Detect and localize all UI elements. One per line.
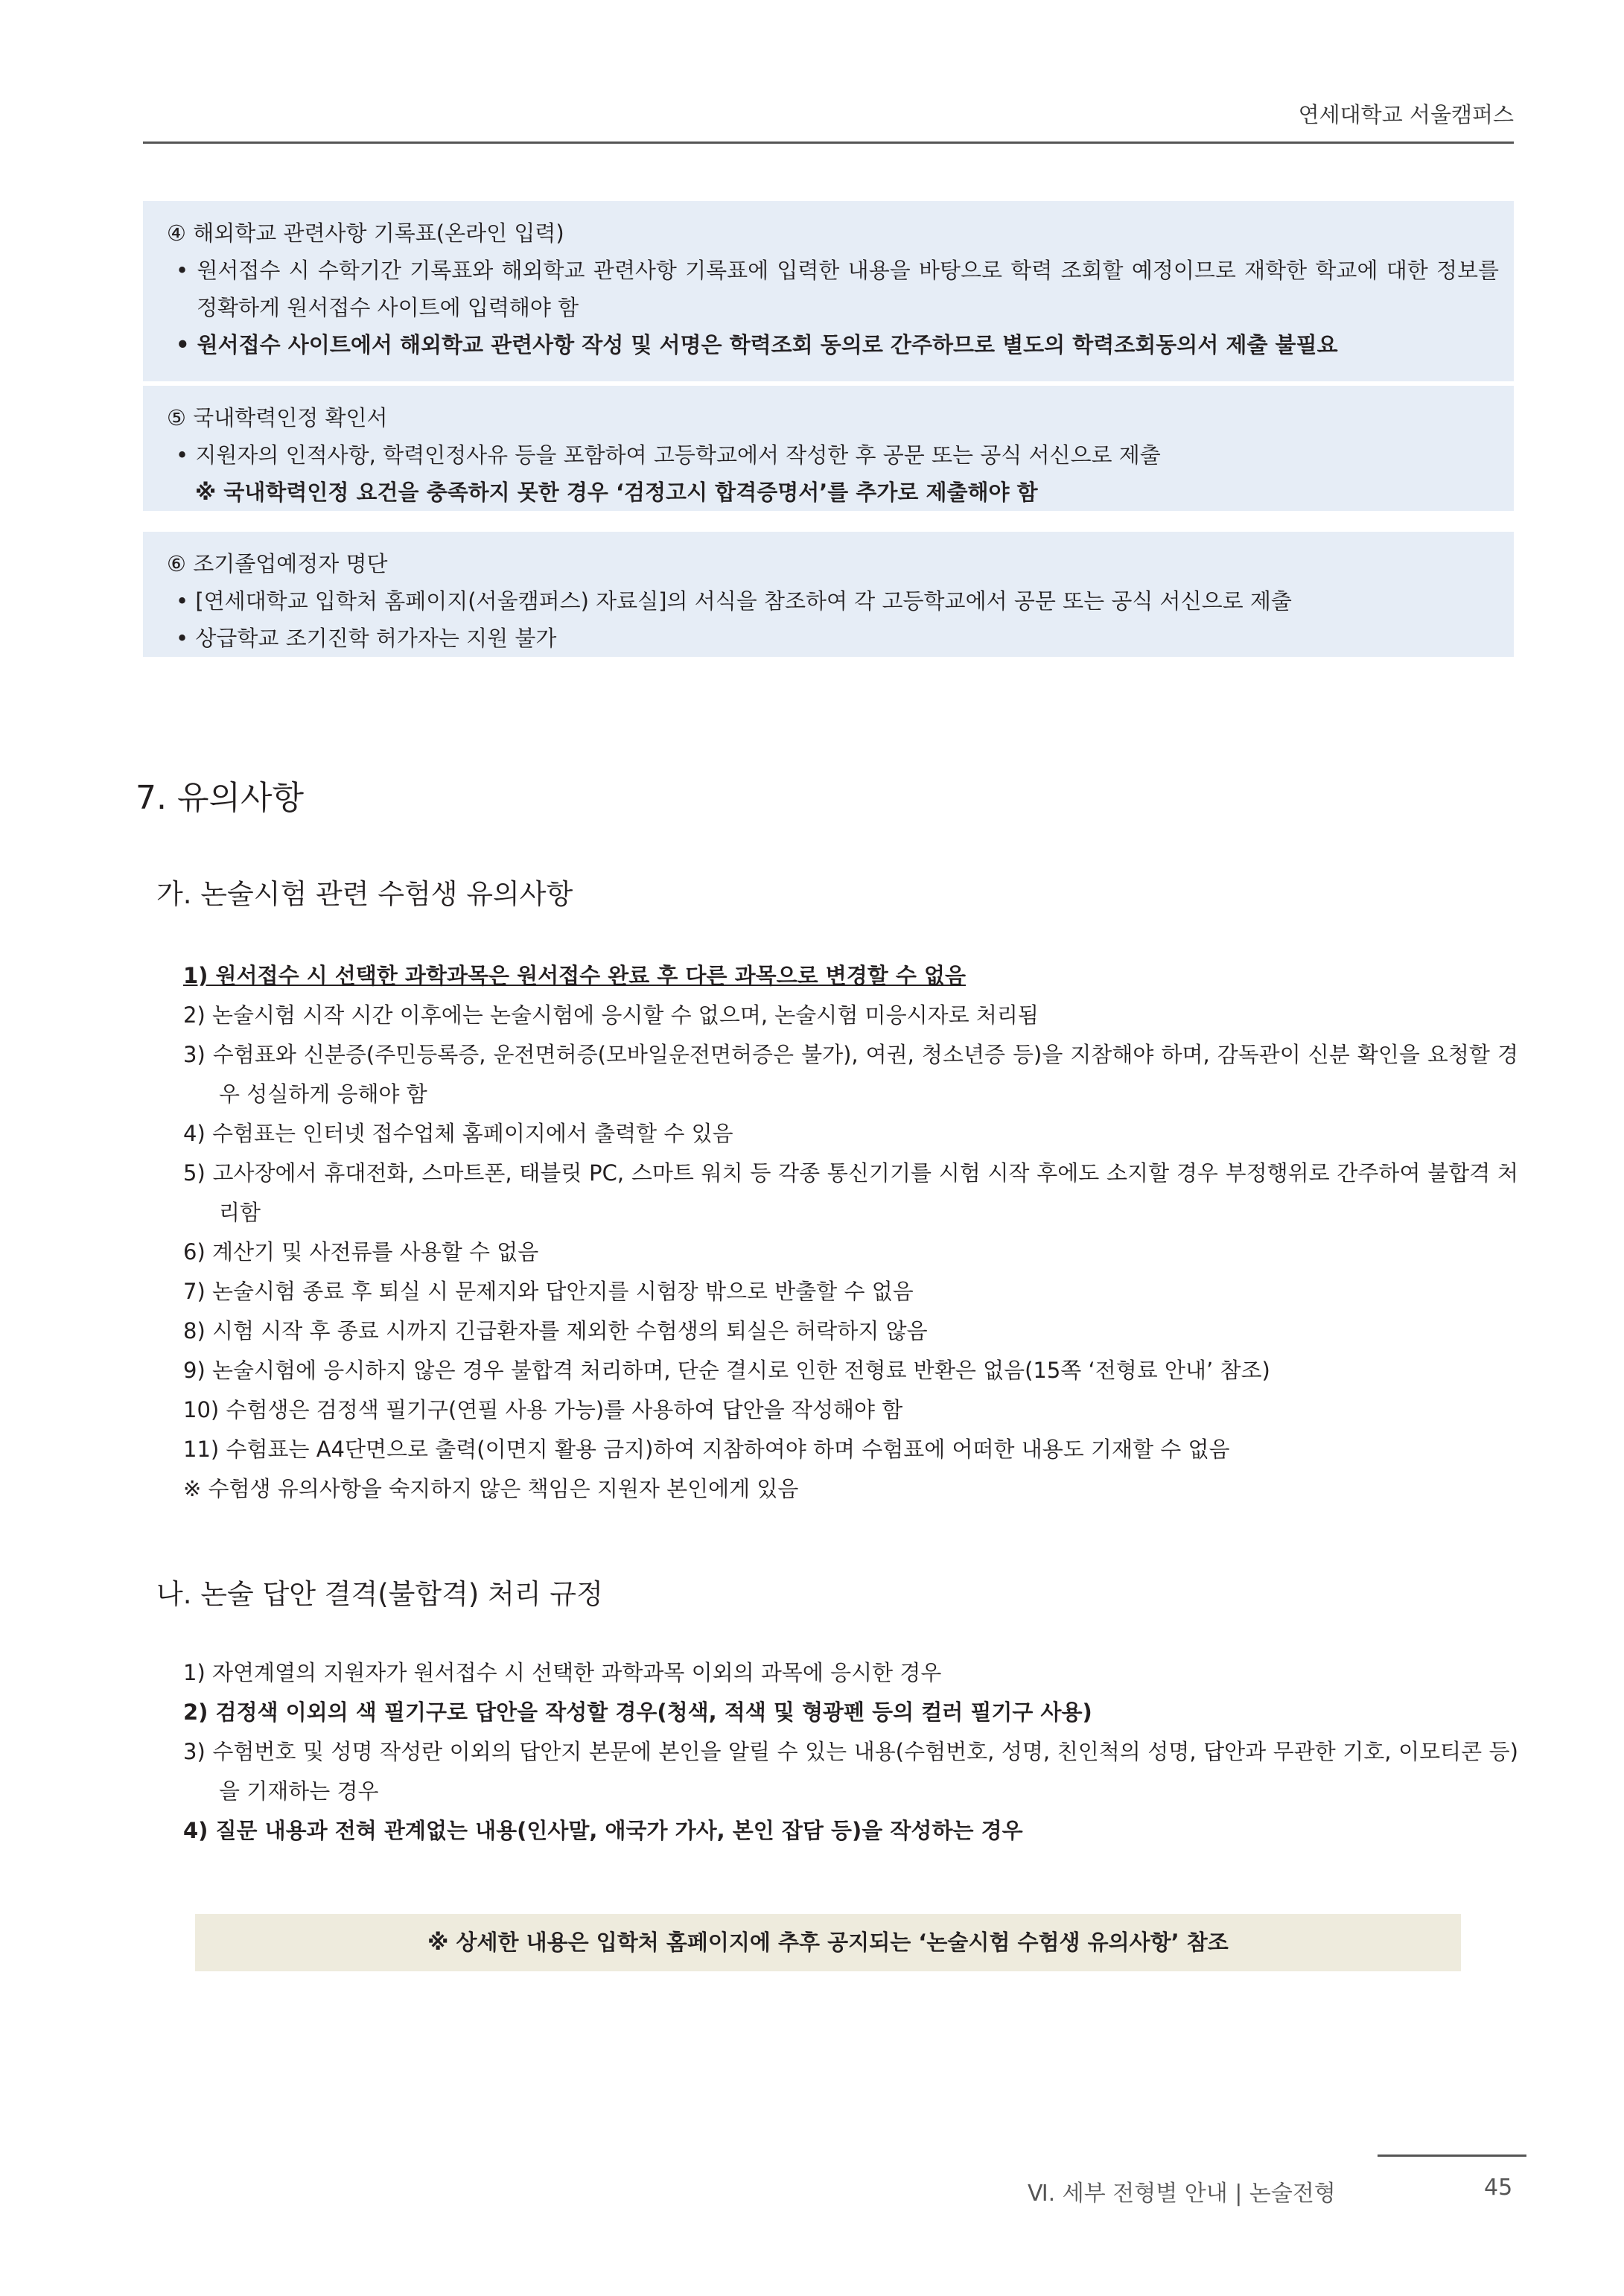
bullet-item: • 상급학교 조기진학 허가자는 지원 불가 bbox=[158, 620, 1499, 657]
footer-divider bbox=[1378, 2155, 1526, 2157]
list-item: 4) 질문 내용과 전혀 관계없는 내용(인사말, 애국가 가사, 본인 잡담 등)을 작성하는 경우 bbox=[183, 1818, 1023, 1843]
box-overseas-school-record bbox=[143, 201, 1514, 381]
box-title: ⑥ 조기졸업예정자 명단 bbox=[167, 551, 388, 576]
bullet-item: • 원서접수 시 수학기간 기록표와 해외학교 관련사항 기록표에 입력한 내용을 바탕으로 학력 조회할 예정이므로 재학한 학교에 대한 정보를 정확하게 원서접수 사이트에 입력해야 함 bbox=[158, 252, 1499, 326]
list-item: 4) 수험표는 인터넷 접수업체 홈페이지에서 출력할 수 있음 bbox=[183, 1121, 733, 1146]
box-early-graduation-list bbox=[143, 532, 1514, 657]
list-item: 5) 고사장에서 휴대전화, 스마트폰, 태블릿 PC, 스마트 워치 등 각종 통신기기를 시험 시작 후에도 소지할 경우 부정행위로 간주하여 불합격 처리함 bbox=[183, 1160, 1518, 1225]
list-item: 3) 수험번호 및 성명 작성란 이외의 답안지 본문에 본인을 알릴 수 있는 내용(수험번호, 성명, 친인척의 성명, 답안과 무관한 기호, 이모티콘 등)을 기재하는 경우 bbox=[183, 1739, 1518, 1804]
box-title: ⑤ 국내학력인정 확인서 bbox=[167, 405, 388, 430]
header-title: 연세대학교 서울캠퍼스 bbox=[1298, 102, 1514, 127]
list-item: 2) 검정색 이외의 색 필기구로 답안을 작성할 경우(청색, 적색 및 형광펜 등의 컬러 필기구 사용) bbox=[183, 1699, 1092, 1725]
list-item: 1) 자연계열의 지원자가 원서접수 시 선택한 과학과목 이외의 과목에 응시한 경우 bbox=[183, 1660, 942, 1685]
header-divider bbox=[143, 141, 1514, 144]
box-note: ※ 국내학력인정 요건을 충족하지 못한 경우 ‘검정고시 합격증명서’를 추가로 제출해야 함 bbox=[195, 480, 1038, 505]
list-item: 3) 수험표와 신분증(주민등록증, 운전면허증(모바일운전면허증은 불가), 여권, 청소년증 등)을 지참해야 하며, 감독관이 신분 확인을 요청할 경우 성실하게 응해야 함 bbox=[183, 1042, 1518, 1107]
bullet-item: • 원서접수 사이트에서 해외학교 관련사항 작성 및 서명은 학력조회 동의로 간주하므로 별도의 학력조회동의서 제출 불필요 bbox=[158, 326, 1499, 363]
bullet-item: • 지원자의 인적사항, 학력인정사유 등을 포함하여 고등학교에서 작성한 후 공문 또는 공식 서신으로 제출 bbox=[158, 436, 1499, 474]
list-item: 10) 수험생은 검정색 필기구(연필 사용 가능)를 사용하여 답안을 작성해야 함 bbox=[183, 1397, 903, 1422]
list-item: 1) 원서접수 시 선택한 과학과목은 원서접수 완료 후 다른 과목으로 변경할 수 없음 bbox=[183, 963, 967, 988]
list-item: 9) 논술시험에 응시하지 않은 경우 불합격 처리하며, 단순 결시로 인한 전형료 반환은 없음(15쪽 ‘전형료 안내’ 참조) bbox=[183, 1358, 1270, 1383]
section-a-heading: 가. 논술시험 관련 수험생 유의사항 bbox=[156, 878, 573, 910]
list-item: 7) 논술시험 종료 후 퇴실 시 문제지와 답안지를 시험장 밖으로 반출할 수 없음 bbox=[183, 1279, 914, 1304]
exam-precautions-list bbox=[183, 956, 1518, 1509]
notice-banner: ※ 상세한 내용은 입학처 홈페이지에 추후 공지되는 ‘논술시험 수험생 유의사항’ 참조 bbox=[195, 1914, 1461, 1971]
page-number: 45 bbox=[1484, 2175, 1513, 2201]
section-7-heading: 7. 유의사항 bbox=[136, 779, 304, 817]
box-domestic-education-certificate bbox=[143, 386, 1514, 511]
section-b-heading: 나. 논술 답안 결격(불합격) 처리 규정 bbox=[156, 1578, 603, 1610]
list-item: 6) 계산기 및 사전류를 사용할 수 없음 bbox=[183, 1239, 539, 1265]
list-item: 2) 논술시험 시작 시간 이후에는 논술시험에 응시할 수 없으며, 논술시험 미응시자로 처리됨 bbox=[183, 1002, 1039, 1028]
list-item: 8) 시험 시작 후 종료 시까지 긴급환자를 제외한 수험생의 퇴실은 허락하지 않음 bbox=[183, 1318, 928, 1343]
box-title: ④ 해외학교 관련사항 기록표(온라인 입력) bbox=[167, 220, 564, 246]
bullet-item: • [연세대학교 입학처 홈페이지(서울캠퍼스) 자료실]의 서식을 참조하여 각 고등학교에서 공문 또는 공식 서신으로 제출 bbox=[158, 582, 1499, 620]
list-note: ※ 수험생 유의사항을 숙지하지 않은 책임은 지원자 본인에게 있음 bbox=[183, 1476, 799, 1501]
list-item: 11) 수험표는 A4단면으로 출력(이면지 활용 금지)하여 지참하여야 하며 수험표에 어떠한 내용도 기재할 수 없음 bbox=[183, 1437, 1230, 1462]
footer-section-label: Ⅵ. 세부 전형별 안내 | 논술전형 bbox=[1028, 2181, 1336, 2207]
disqualification-rules-list bbox=[183, 1653, 1518, 1851]
